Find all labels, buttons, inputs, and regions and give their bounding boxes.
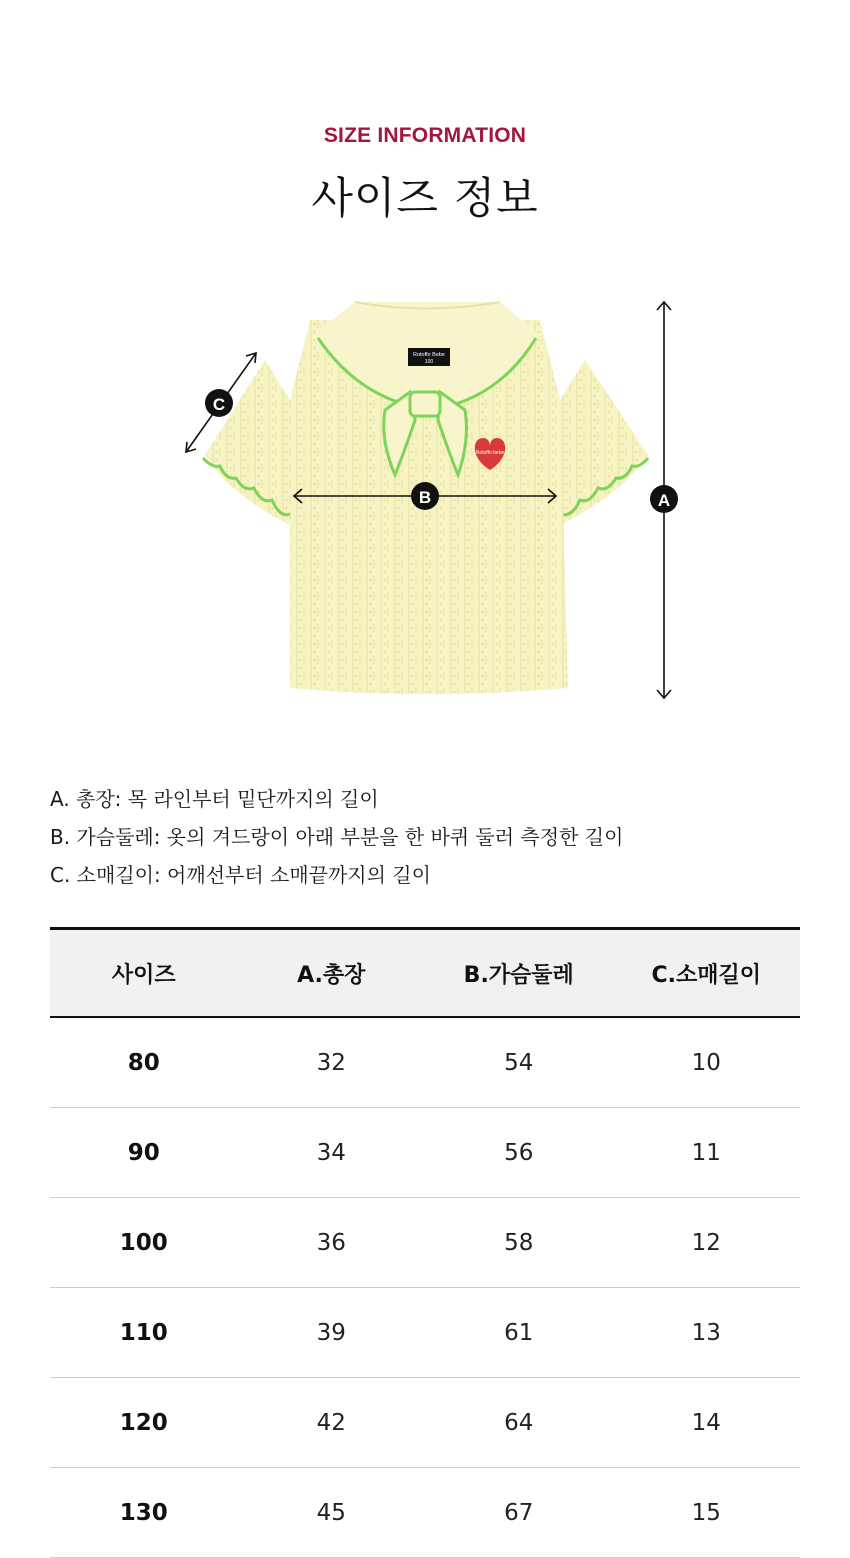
measurement-descriptions: [50, 780, 623, 894]
chest-cell: 56: [425, 1108, 613, 1198]
header-chest: B.가슴둘레: [425, 929, 613, 1018]
size-cell: 110: [50, 1288, 238, 1378]
label-c: C: [212, 395, 226, 414]
heart-patch-text: Rotoffo bebe: [475, 450, 505, 456]
size-cell: 90: [50, 1108, 238, 1198]
chest-cell: 64: [425, 1378, 613, 1468]
table-row: [50, 1108, 800, 1198]
length-cell: 36: [238, 1198, 426, 1288]
sleeve-cell: 10: [613, 1017, 801, 1108]
table-header-row: [50, 929, 800, 1018]
right-sleeve: [560, 360, 648, 525]
sleeve-cell: 15: [613, 1468, 801, 1558]
header-length: A.총장: [238, 929, 426, 1018]
length-cell: 42: [238, 1378, 426, 1468]
neck-tag: [408, 348, 450, 366]
neck-tag-text: Rotoffo Bebe: [412, 352, 446, 358]
description-c: C. 소매길이: 어깨선부터 소매끝까지의 길이: [50, 863, 431, 887]
label-a: A: [657, 491, 671, 510]
description-b: B. 가슴둘레: 옷의 겨드랑이 아래 부분을 한 바퀴 둘러 측정한 길이: [50, 825, 624, 849]
header-size: 사이즈: [50, 929, 238, 1018]
table-row: [50, 1378, 800, 1468]
header-sleeve: C.소매길이: [613, 929, 801, 1018]
description-a: A. 총장: 목 라인부터 밑단까지의 길이: [50, 787, 379, 811]
size-table: [50, 927, 800, 1558]
left-sleeve: [203, 360, 290, 525]
chest-cell: 67: [425, 1468, 613, 1558]
page-title: 사이즈 정보: [311, 174, 539, 224]
size-cell: 120: [50, 1378, 238, 1468]
length-cell: 45: [238, 1468, 426, 1558]
length-cell: 32: [238, 1017, 426, 1108]
table-row: [50, 1017, 800, 1108]
sleeve-cell: 12: [613, 1198, 801, 1288]
sleeve-cell: 14: [613, 1378, 801, 1468]
section-eyebrow: SIZE INFORMATION: [323, 124, 527, 147]
garment-measurement-diagram: [0, 280, 850, 720]
neck-tag-size: 100: [424, 359, 434, 365]
table-row: [50, 1198, 800, 1288]
chest-cell: 61: [425, 1288, 613, 1378]
table-row: [50, 1468, 800, 1558]
chest-cell: 58: [425, 1198, 613, 1288]
length-arrow-a: [650, 302, 678, 698]
length-cell: 39: [238, 1288, 426, 1378]
size-cell: 80: [50, 1017, 238, 1108]
label-b: B: [418, 488, 432, 507]
size-cell: 130: [50, 1468, 238, 1558]
chest-cell: 54: [425, 1017, 613, 1108]
table-row: [50, 1288, 800, 1378]
size-cell: 100: [50, 1198, 238, 1288]
sleeve-cell: 13: [613, 1288, 801, 1378]
sleeve-cell: 11: [613, 1108, 801, 1198]
length-cell: 34: [238, 1108, 426, 1198]
